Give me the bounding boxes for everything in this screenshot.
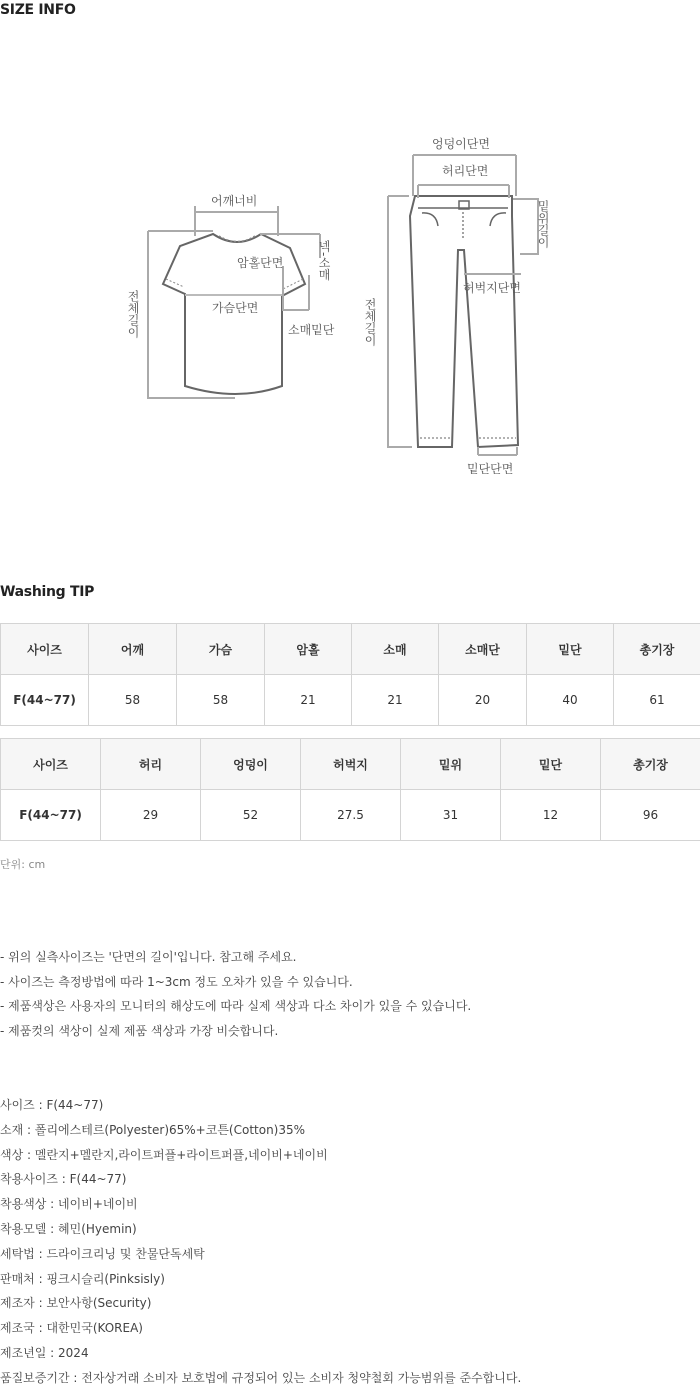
- pants-illustration: [410, 196, 518, 447]
- table-cell: 29: [101, 790, 201, 841]
- size-diagram: [0, 0, 700, 540]
- label-chest: 가슴단면: [212, 300, 258, 315]
- header-cell: 사이즈: [1, 624, 89, 675]
- info-line: 소재 : 폴리에스테르(Polyester)65%+코튼(Cotton)35%: [0, 1118, 521, 1143]
- table-cell: 58: [177, 675, 265, 726]
- size-info-heading: SIZE INFO: [0, 2, 76, 18]
- info-line: 제조국 : 대한민국(KOREA): [0, 1316, 521, 1341]
- table-row: [1, 675, 700, 726]
- info-line: 착용모델 : 혜민(Hyemin): [0, 1217, 521, 1242]
- note-line: - 제품색상은 사용자의 모니터의 해상도에 따라 실제 색상과 다소 차이가 있을 수 있습니다.: [0, 994, 471, 1019]
- unit-label: 단위: cm: [0, 856, 45, 872]
- info-line: 세탁법 : 드라이크리닝 및 찬물단독세탁: [0, 1242, 521, 1267]
- header-cell: 엉덩이: [201, 739, 301, 790]
- info-line: 품질보증기간 : 전자상거래 소비자 보호법에 규정되어 있는 소비자 청약철회 가능범위를 준수합니다.: [0, 1366, 521, 1391]
- label-pants-length: 전체길이: [363, 297, 377, 347]
- header-cell: 암홀: [265, 624, 352, 675]
- header-cell: 총기장: [614, 624, 700, 675]
- table-cell: 40: [527, 675, 614, 726]
- table-cell: 52: [201, 790, 301, 841]
- label-hem: 밑단단면: [467, 461, 513, 476]
- table-cell: 12: [501, 790, 601, 841]
- washing-tip-heading: Washing TIP: [0, 584, 94, 600]
- table-cell: 96: [601, 790, 700, 841]
- header-cell: 소매단: [439, 624, 527, 675]
- label-waist: 허리단면: [442, 163, 488, 178]
- note-line: - 제품컷의 색상이 실제 제품 색상과 가장 비슷합니다.: [0, 1019, 471, 1044]
- label-rise: 밑위길이: [536, 199, 550, 249]
- table-cell: 58: [89, 675, 177, 726]
- header-cell: 가슴: [177, 624, 265, 675]
- table-cell: 21: [265, 675, 352, 726]
- header-cell: 소매: [352, 624, 439, 675]
- header-cell: 허벅지: [301, 739, 401, 790]
- info-line: 제조년일 : 2024: [0, 1341, 521, 1366]
- header-cell: 어깨: [89, 624, 177, 675]
- label-neck-sleeve: 넥-소매: [317, 239, 331, 281]
- table-row: [1, 790, 700, 841]
- header-cell: 허리: [101, 739, 201, 790]
- note-line: - 사이즈는 측정방법에 따라 1~3cm 정도 오차가 있을 수 있습니다.: [0, 970, 471, 995]
- table-header-row: [1, 739, 700, 790]
- info-line: 사이즈 : F(44~77): [0, 1093, 521, 1118]
- header-cell: 사이즈: [1, 739, 101, 790]
- header-cell: 밑단: [501, 739, 601, 790]
- info-line: 착용사이즈 : F(44~77): [0, 1167, 521, 1192]
- table-cell: 21: [352, 675, 439, 726]
- header-cell: 밑위: [401, 739, 501, 790]
- table-cell: 31: [401, 790, 501, 841]
- table-cell: 20: [439, 675, 527, 726]
- pants-measure-lines: [388, 155, 538, 455]
- label-hip: 엉덩이단면: [432, 136, 490, 151]
- table-cell: F(44~77): [1, 675, 89, 726]
- header-cell: 총기장: [601, 739, 700, 790]
- info-line: 색상 : 멜란지+멜란지,라이트퍼플+라이트퍼플,네이비+네이비: [0, 1143, 521, 1168]
- table-cell: 27.5: [301, 790, 401, 841]
- info-line: 착용색상 : 네이비+네이비: [0, 1192, 521, 1217]
- label-shoulder: 어깨너비: [211, 193, 257, 208]
- info-line: 제조자 : 보안사항(Security): [0, 1291, 521, 1316]
- label-armhole: 암홀단면: [237, 255, 283, 270]
- size-notes: [0, 945, 471, 1043]
- label-top-length: 전체길이: [126, 289, 140, 339]
- table-cell: 61: [614, 675, 700, 726]
- note-line: - 위의 실측사이즈는 '단면의 길이'입니다. 참고해 주세요.: [0, 945, 471, 970]
- size-table-pants: [0, 738, 700, 841]
- table-header-row: [1, 624, 700, 675]
- info-line: 판매처 : 핑크시슬리(Pinksisly): [0, 1267, 521, 1292]
- label-thigh: 허벅지단면: [463, 280, 521, 295]
- product-info: [0, 1093, 521, 1391]
- size-table-top: [0, 623, 700, 726]
- table-cell: F(44~77): [1, 790, 101, 841]
- label-cuff: 소매밑단: [288, 322, 335, 337]
- header-cell: 밑단: [527, 624, 614, 675]
